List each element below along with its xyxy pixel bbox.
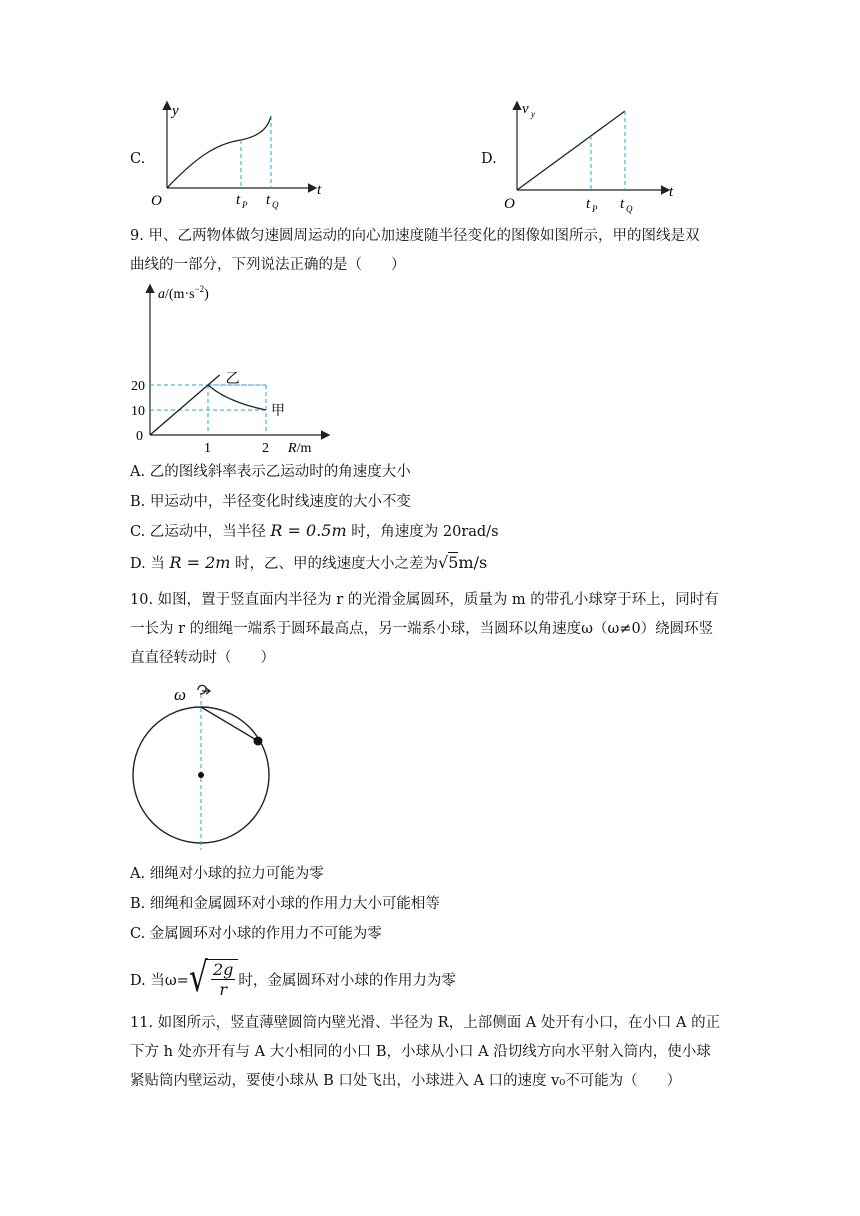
graph-d-line xyxy=(517,111,625,190)
option-d-label: D. xyxy=(481,151,497,167)
q11-line1: 11. 如图所示，竖直薄壁圆筒内壁光滑、半径为 R，上部侧面 A 处开有小口，在小口 A 的正 xyxy=(130,1015,721,1031)
q10-stem-line3: 直直径转动时（ ） xyxy=(130,650,275,666)
q9-ylabel: $a/(m\cdot s^{-2})$ xyxy=(158,284,209,302)
graph-c-ylabel: y xyxy=(172,103,179,119)
graph-d-ylabel: v xyxy=(522,101,529,117)
graph-d-tq-sub: Q xyxy=(626,204,633,214)
q10-ring-diagram xyxy=(128,680,278,855)
q9-option-d-mid: 时，乙、甲的线速度大小之差为 xyxy=(235,556,439,572)
graph-d-tq: t xyxy=(620,196,625,212)
omega-label: ω xyxy=(174,685,187,704)
q9-option-d-math: R = 2m xyxy=(169,553,231,572)
string xyxy=(201,707,258,741)
graph-c-tp-sub: P xyxy=(242,200,248,210)
graph-c-tq-sub: Q xyxy=(272,200,279,210)
graph-c-origin: O xyxy=(151,193,162,209)
q9-chart xyxy=(128,280,338,458)
graph-c xyxy=(150,98,335,216)
ring-center xyxy=(198,772,204,778)
sqrt-radical-icon: √ xyxy=(438,553,449,572)
q9-series-yi xyxy=(150,375,220,435)
q11-line2: 下方 h 处亦开有与 A 大小相同的小口 B，小球从小口 A 沿切线方向水平射入筒内，使小球 xyxy=(130,1044,711,1060)
graph-d-xlabel: t xyxy=(669,184,674,200)
q9-xlabel: R/m xyxy=(288,441,312,456)
q9-option-d-pre: D. 当 xyxy=(130,556,165,572)
option-c-label: C. xyxy=(130,151,146,167)
rotation-arrow-icon xyxy=(198,685,206,694)
q9-origin: 0 xyxy=(136,429,143,444)
q9-option-b: B. 甲运动中，半径变化时线速度的大小不变 xyxy=(130,494,411,510)
graph-d-ylabel-sub: y xyxy=(531,109,535,119)
q10-stem-line1: 10. 如图，置于竖直面内半径为 r 的光滑金属圆环，质量为 m 的带孔小球穿于环上，同时有 xyxy=(130,592,719,608)
q10-option-d xyxy=(130,955,456,1003)
q9-stem-line2: 曲线的一部分，下列说法正确的是（ ） xyxy=(130,257,406,273)
q9-series-label-yi: 乙 xyxy=(225,372,240,387)
q9-ytick-20: 20 xyxy=(131,379,145,394)
q10-option-d-pre: D. 当ω= xyxy=(130,972,189,989)
graph-c-tp: t xyxy=(236,192,241,208)
graph-d-tp-sub: P xyxy=(592,204,598,214)
graph-c-xlabel: t xyxy=(317,182,322,198)
q9-option-c-math: R = 0.5m xyxy=(270,521,347,540)
q9-option-d-rad: 5 xyxy=(448,553,459,572)
q9-xtick-2: 2 xyxy=(262,441,269,456)
q9-option-c-post: 时，角速度为 20rad/s xyxy=(351,524,499,540)
q10-option-a: A. 细绳对小球的拉力可能为零 xyxy=(130,866,324,882)
q9-option-d xyxy=(130,553,487,574)
q9-option-c xyxy=(130,521,499,542)
q10-stem-line2: 一长为 r 的细绳一端系于圆环最高点，另一端系小球，当圆环以角速度ω（ω≠0）绕圆环竖 xyxy=(130,621,714,637)
q10-option-b: B. 细绳和金属圆环对小球的作用力大小可能相等 xyxy=(130,896,440,912)
graph-d-origin: O xyxy=(504,196,515,212)
graph-d-tp: t xyxy=(586,196,591,212)
q9-option-a: A. 乙的图线斜率表示乙运动时的角速度大小 xyxy=(130,464,411,480)
q10-option-d-post: 时，金属圆环对小球的作用力为零 xyxy=(238,972,456,989)
sqrt-radical-icon: √ xyxy=(188,954,208,1002)
q10-frac-den: r xyxy=(219,980,227,999)
q11-line3: 紧贴筒内壁运动，要使小球从 B 口处飞出，小球进入 A 口的速度 v₀不可能为（ ） xyxy=(130,1073,682,1089)
q9-option-d-unit: m/s xyxy=(458,553,488,572)
graph-c-tq: t xyxy=(266,192,271,208)
graph-d xyxy=(500,98,685,216)
q9-ytick-10: 10 xyxy=(131,404,145,419)
q9-option-c-pre: C. 乙运动中，当半径 xyxy=(130,524,266,540)
q9-series-jia xyxy=(208,385,266,410)
q10-option-c: C. 金属圆环对小球的作用力不可能为零 xyxy=(130,926,382,942)
q9-series-label-jia: 甲 xyxy=(271,404,285,419)
graph-c-curve xyxy=(167,116,271,188)
q9-xtick-1: 1 xyxy=(204,441,211,456)
ball xyxy=(254,737,263,746)
q10-frac-num: 2g xyxy=(212,960,234,979)
q9-stem-line1: 9. 甲、乙两物体做匀速圆周运动的向心加速度随半径变化的图像如图所示，甲的图线是双 xyxy=(130,228,700,244)
